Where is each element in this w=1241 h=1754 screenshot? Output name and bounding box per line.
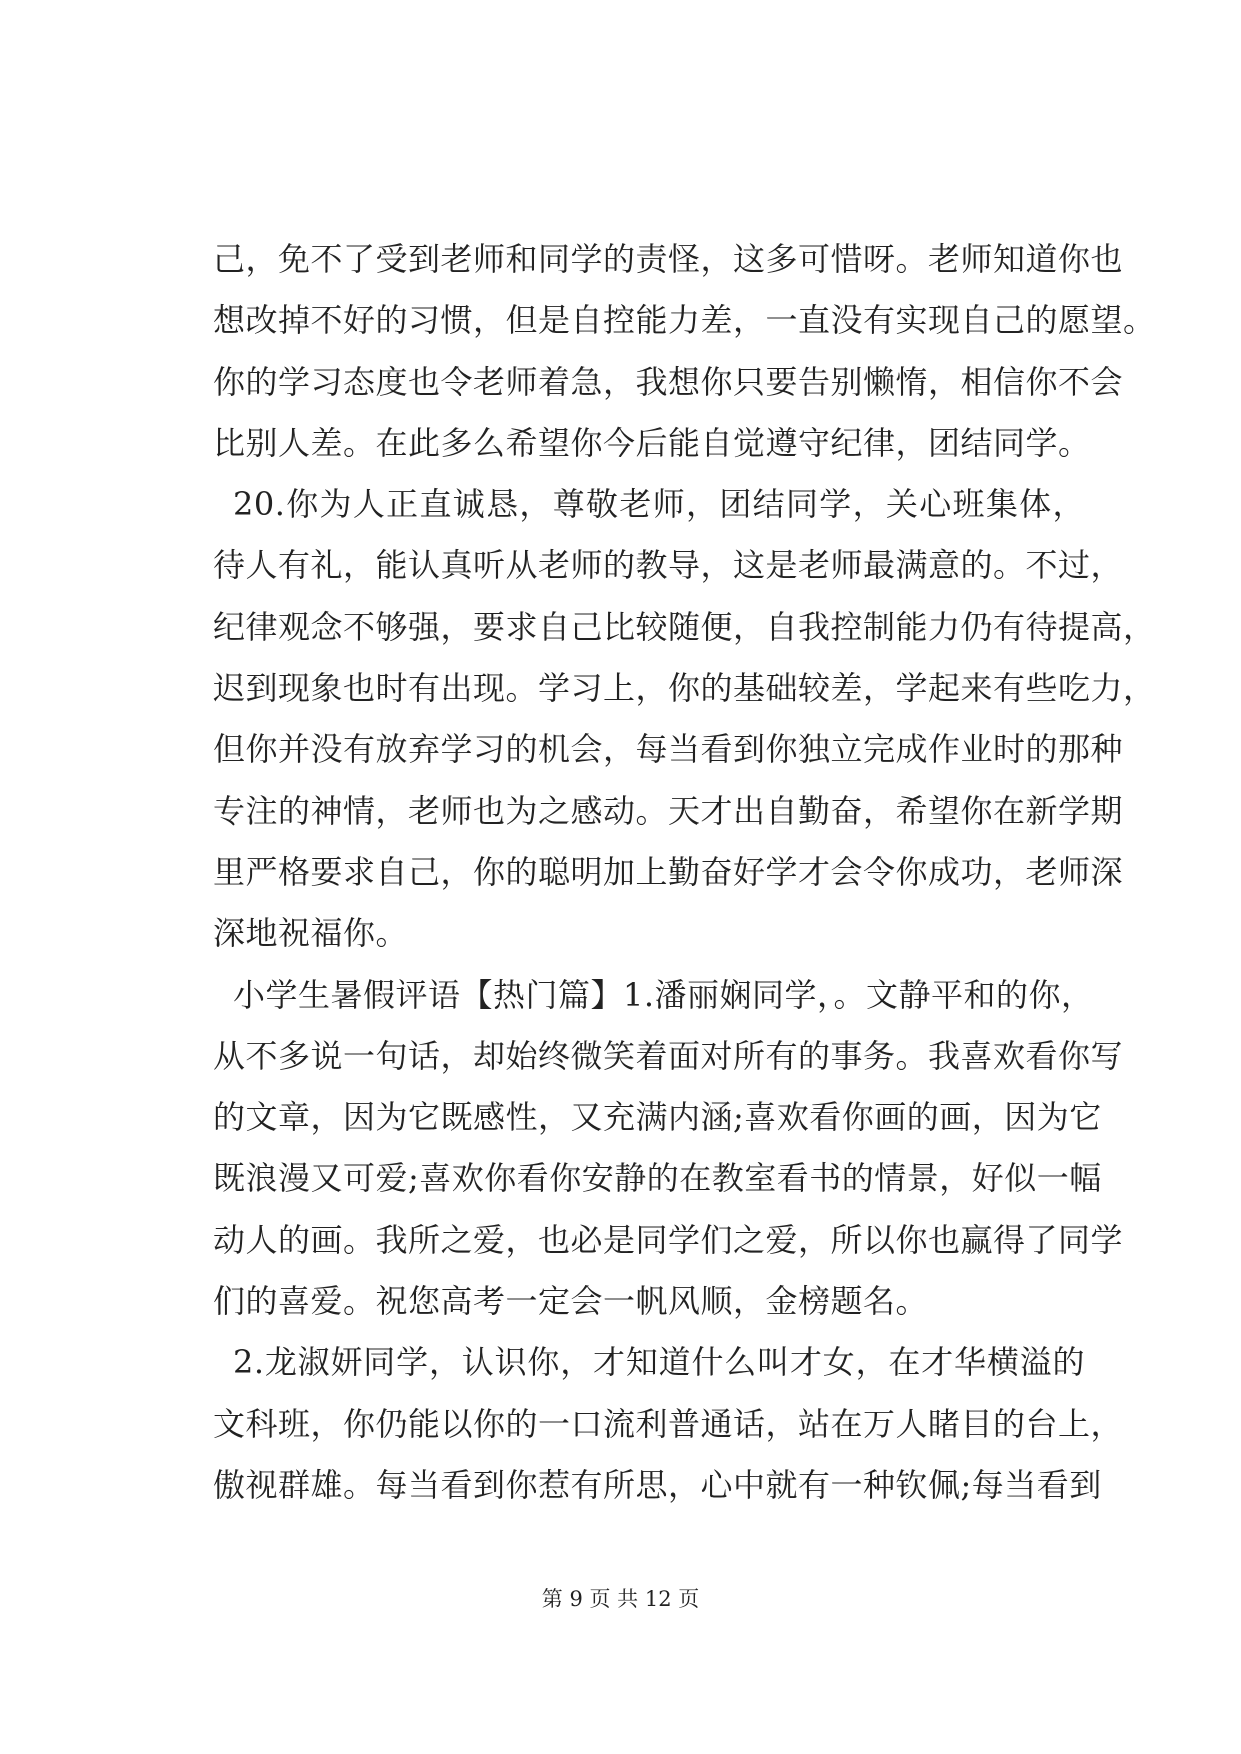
paragraph-start-line: 小学生暑假评语【热门篇】1.潘丽娴同学，。文静平和的你， xyxy=(233,975,1094,1014)
paragraph-start-line: 2.龙淑妍同学，认识你，才知道什么叫才女，在才华横溢的 xyxy=(233,1343,1085,1382)
text-line: 专注的神情，老师也为之感动。天才出自勤奋，希望你在新学期 xyxy=(213,791,1124,830)
text-line: 待人有礼，能认真听从老师的教导，这是老师最满意的。不过， xyxy=(213,546,1124,585)
text-line: 但你并没有放弃学习的机会，每当看到你独立完成作业时的那种 xyxy=(213,730,1124,769)
text-line: 想改掉不好的习惯，但是自控能力差，一直没有实现自己的愿望。 xyxy=(213,301,1156,340)
text-line: 既浪漫又可爱;喜欢你看你安静的在教室看书的情景，好似一幅 xyxy=(213,1159,1102,1198)
text-line: 们的喜爱。祝您高考一定会一帆风顺，金榜题名。 xyxy=(213,1282,929,1321)
text-line: 的文章，因为它既感性，又充满内涵;喜欢看你画的画，因为它 xyxy=(213,1098,1102,1137)
text-line: 里严格要求自己，你的聪明加上勤奋好学才会令你成功，老师深 xyxy=(213,852,1124,891)
text-line: 傲视群雄。每当看到你惹有所思，心中就有一种钦佩;每当看到 xyxy=(213,1465,1102,1504)
text-line: 比别人差。在此多么希望你今后能自觉遵守纪律，团结同学。 xyxy=(213,423,1091,462)
page-number-footer: 第 9 页 共 12 页 xyxy=(541,1587,700,1611)
text-line: 文科班，你仍能以你的一口流利普通话，站在万人睹目的台上， xyxy=(213,1404,1124,1443)
text-line: 动人的画。我所之爱，也必是同学们之爱，所以你也赢得了同学 xyxy=(213,1220,1124,1259)
text-line: 深地祝福你。 xyxy=(213,914,409,953)
body-text xyxy=(213,229,1156,1516)
text-line: 己，免不了受到老师和同学的责怪，这多可惜呀。老师知道你也 xyxy=(213,240,1124,278)
text-line: 你的学习态度也令老师着急，我想你只要告别懒惰，相信你不会 xyxy=(213,362,1124,401)
text-line: 迟到现象也时有出现。学习上，你的基础较差，学起来有些吃力， xyxy=(213,669,1156,708)
text-line: 纪律观念不够强，要求自己比较随便，自我控制能力仍有待提高， xyxy=(213,607,1156,646)
text-line: 从不多说一句话，却始终微笑着面对所有的事务。我喜欢看你写 xyxy=(213,1036,1124,1075)
paragraph-start-line: 20.你为人正直诚恳，尊敬老师，团结同学，关心班集体， xyxy=(233,485,1085,524)
